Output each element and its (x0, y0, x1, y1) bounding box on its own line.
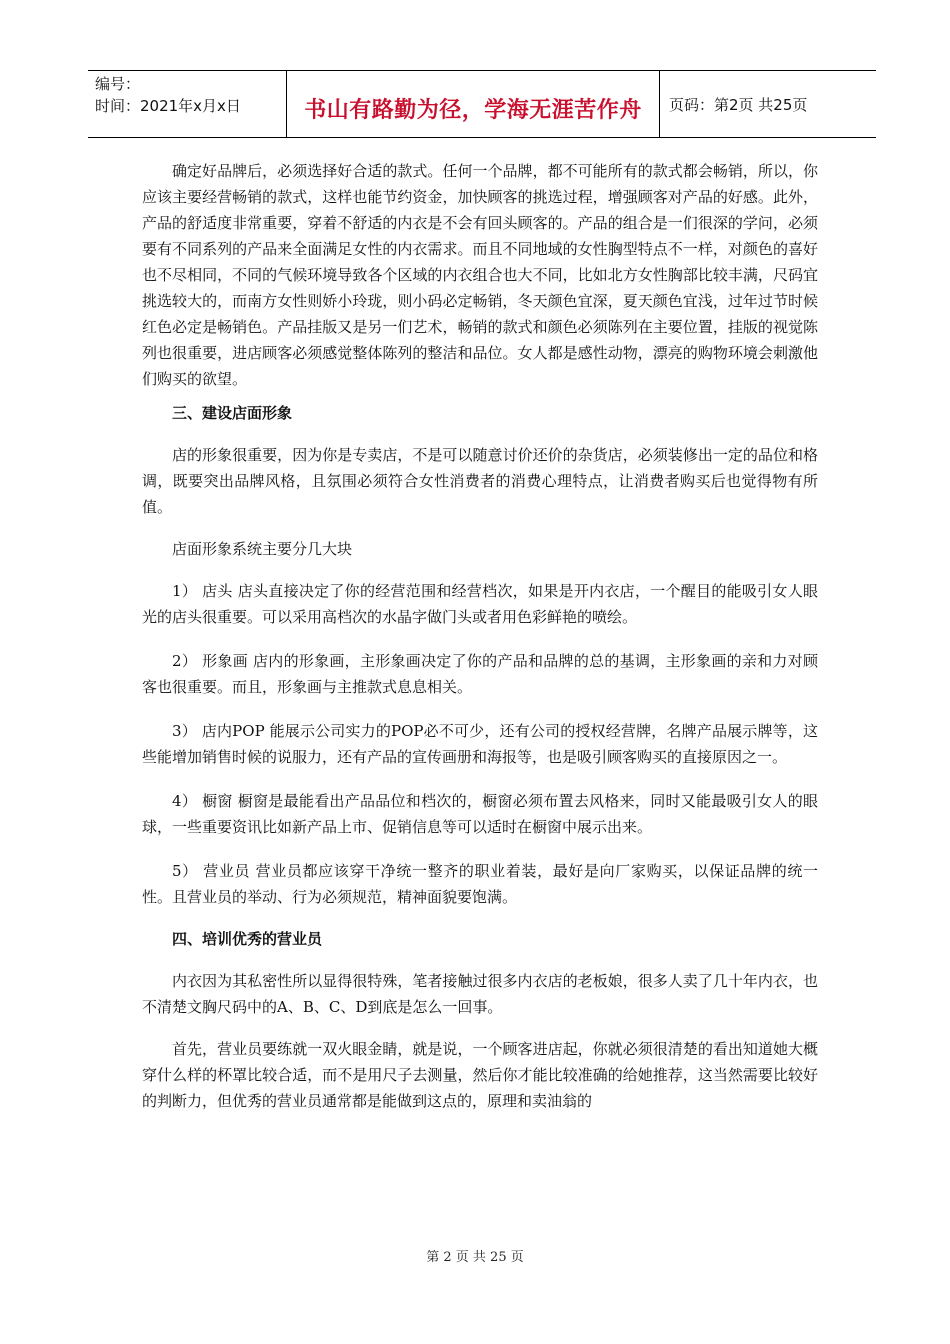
paragraph-training-first: 首先，营业员要练就一双火眼金睛，就是说，一个顾客进店起，你就必须很清楚的看出知道她大概穿什么样的杯罩比较合适，而不是用尺子去测量，然后你才能比较准确的给她推荐，这当然需要比较好的判断力，但优秀的营业员通常都是能做到这点的，原理和卖油翁的 (142, 1040, 818, 1110)
paragraph-training-intro: 内衣因为其私密性所以显得很特殊，笔者接触过很多内衣店的老板娘，很多人卖了几十年内衣，也不清楚文胸尺码中的A、B、C、D到底是怎么一回事。 (142, 972, 818, 1016)
page-header (88, 70, 876, 138)
page-footer: 第 2 页 共 25 页 (426, 1250, 524, 1265)
header-page-cell (659, 71, 876, 137)
list-item-window: 4） 橱窗 橱窗是最能看出产品品位和档次的，橱窗必须布置去风格来，同时又能最吸引女人的眼球，一些重要资讯比如新产品上市、促销信息等可以适时在橱窗中展示出来。 (142, 792, 818, 836)
list-item-storefront: 1） 店头 店头直接决定了你的经营范围和经营档次，如果是开内衣店，一个醒目的能吸引女人眼光的店头很重要。可以采用高档次的水晶字做门头或者用色彩鲜艳的喷绘。 (142, 582, 818, 626)
list-item-image-painting: 2） 形象画 店内的形象画，主形象画决定了你的产品和品牌的总的基调，主形象画的亲和力对顾客也很重要。而且，形象画与主推款式息息相关。 (142, 652, 818, 696)
paragraph-store-image-system: 店面形象系统主要分几大块 (172, 540, 353, 558)
document-body (142, 158, 818, 1114)
list-item-sales-staff: 5） 营业员 营业员都应该穿干净统一整齐的职业着装，最好是向厂家购买，以保证品牌的统一性。且营业员的举动、行为必须规范，精神面貌要饱满。 (142, 862, 818, 906)
header-meta (88, 71, 285, 137)
section-heading-store-image: 三、建设店面形象 (172, 404, 293, 422)
paragraph-product-selection: 确定好品牌后，必须选择好合适的款式。任何一个品牌，都不可能所有的款式都会畅销，所以，你应该主要经营畅销的款式，这样也能节约资金，加快顾客的挑选过程，增强顾客对产品的好感。此外，产品的舒适度非常重要，穿着不舒适的内衣是不会有回头顾客的。产品的组合是一们很深的学问，必须要有不同系列的产品来全面满足女性的内衣需求。而且不同地域的女性胸型特点不一样，对颜色的喜好也不尽相同，不同的气候环境导致各个区域的内衣组合也大不同，比如北方女性胸部比较丰满，尺码宜挑选较大的，而南方女性则娇小玲珑，则小码必定畅销，冬天颜色宜深，夏天颜色宜浅，过年过节时候红色必定是畅销色。产品挂版又是另一们艺术，畅销的款式和颜色必须陈列在主要位置，挂版的视觉陈列也很重要，进店顾客必须感觉整体陈列的整洁和品位。女人都是感性动物，漂亮的购物环境会刺激他们购买的欲望。 (142, 162, 818, 388)
header-motto: 书山有路勤为径，学海无涯苦作舟 (304, 98, 642, 123)
section-heading-training: 四、培训优秀的营业员 (172, 930, 323, 948)
header-page-number: 页码：第2页 共25页 (669, 96, 808, 114)
header-motto-cell (286, 71, 660, 137)
doc-time-label: 时间：2021年x月x日 (95, 97, 241, 115)
list-item-store-pop: 3） 店内POP 能展示公司实力的POP必不可少，还有公司的授权经营牌，名牌产品展示牌等，这些能增加销售时候的说服力，还有产品的宣传画册和海报等，也是吸引顾客购买的直接原因之一。 (142, 722, 818, 766)
doc-number-label: 编号： (95, 75, 141, 93)
paragraph-store-image: 店的形象很重要，因为你是专卖店，不是可以随意讨价还价的杂货店，必须装修出一定的品位和格调，既要突出品牌风格，且氛围必须符合女性消费者的消费心理特点，让消费者购买后也觉得物有所值。 (142, 446, 818, 516)
